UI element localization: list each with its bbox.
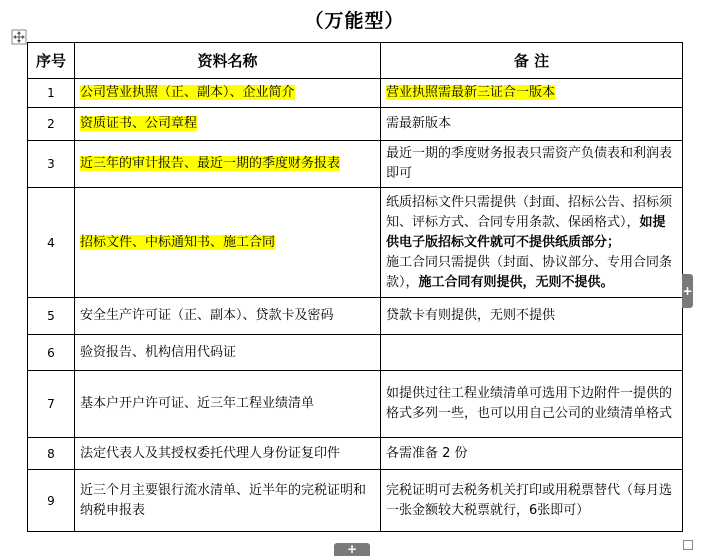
row-name: 基本户开户许可证、近三年工程业绩清单 bbox=[75, 371, 381, 438]
table-row bbox=[28, 188, 683, 298]
table-row bbox=[28, 108, 683, 141]
row-number: 8 bbox=[28, 438, 75, 470]
header-note: 备 注 bbox=[381, 43, 683, 79]
row-name bbox=[75, 108, 381, 141]
highlighted-text: 资质证书、公司章程 bbox=[80, 116, 198, 131]
row-note bbox=[381, 188, 683, 298]
add-column-button[interactable]: + bbox=[682, 274, 693, 308]
table-row bbox=[28, 79, 683, 108]
note-part-a: 纸质招标文件只需提供（封面、招标公告、招标须知、评标方式、合同专用条款、保函格式）， bbox=[386, 194, 673, 230]
table-row bbox=[28, 371, 683, 438]
note-part-b: 如提供电子版招标文件就可不提供纸质部分； bbox=[386, 214, 666, 250]
row-note bbox=[381, 79, 683, 108]
row-note: 需最新版本 bbox=[381, 108, 683, 141]
row-number: 1 bbox=[28, 79, 75, 108]
row-name: 安全生产许可证（正、副本）、贷款卡及密码 bbox=[75, 298, 381, 335]
row-note: 各需准备 2 份 bbox=[381, 438, 683, 470]
table-move-icon[interactable] bbox=[11, 29, 27, 45]
row-number: 4 bbox=[28, 188, 75, 298]
header-seq: 序号 bbox=[28, 43, 75, 79]
table-row bbox=[28, 438, 683, 470]
table-header-row bbox=[28, 43, 683, 79]
highlighted-text: 招标文件、中标通知书、施工合同 bbox=[80, 234, 276, 250]
table-resize-icon[interactable] bbox=[683, 540, 695, 552]
row-note bbox=[381, 335, 683, 371]
table-row bbox=[28, 335, 683, 371]
add-row-button[interactable]: + bbox=[334, 543, 370, 556]
highlighted-text: 公司营业执照（正、副本）、企业简介 bbox=[80, 85, 295, 100]
row-name: 法定代表人及其授权委托代理人身份证复印件 bbox=[75, 438, 381, 470]
note-part-c: 施工合同只需提供（封面、协议部分、专用合同条款）， bbox=[386, 254, 673, 290]
row-number: 9 bbox=[28, 470, 75, 532]
row-name bbox=[75, 188, 381, 298]
header-name: 资料名称 bbox=[75, 43, 381, 79]
note-part-d: 施工合同有则提供，无则不提供。 bbox=[418, 274, 614, 290]
row-number: 6 bbox=[28, 335, 75, 371]
row-name bbox=[75, 79, 381, 108]
row-note: 贷款卡有则提供，无则不提供 bbox=[381, 298, 683, 335]
row-note: 完税证明可去税务机关打印或用税票替代（每月选一张金额较大税票就行，6张即可） bbox=[381, 470, 683, 532]
row-number: 3 bbox=[28, 141, 75, 188]
row-name bbox=[75, 141, 381, 188]
row-name: 近三个月主要银行流水清单、近半年的完税证明和纳税申报表 bbox=[75, 470, 381, 532]
materials-table bbox=[27, 42, 683, 532]
table-row bbox=[28, 298, 683, 335]
table-row bbox=[28, 141, 683, 188]
row-name: 验资报告、机构信用代码证 bbox=[75, 335, 381, 371]
document-title: （万能型） bbox=[304, 10, 405, 32]
row-note: 最近一期的季度财务报表只需资产负债表和利润表即可 bbox=[381, 141, 683, 188]
row-note: 如提供过往工程业绩清单可选用下边附件一提供的格式多列一些，也可以用自己公司的业绩清单格式 bbox=[381, 371, 683, 438]
row-number: 5 bbox=[28, 298, 75, 335]
row-number: 2 bbox=[28, 108, 75, 141]
row-number: 7 bbox=[28, 371, 75, 438]
highlighted-text: 近三年的审计报告、最近一期的季度财务报表 bbox=[80, 156, 341, 171]
table-row bbox=[28, 470, 683, 532]
highlighted-text: 营业执照需最新三证合一版本 bbox=[386, 85, 556, 100]
